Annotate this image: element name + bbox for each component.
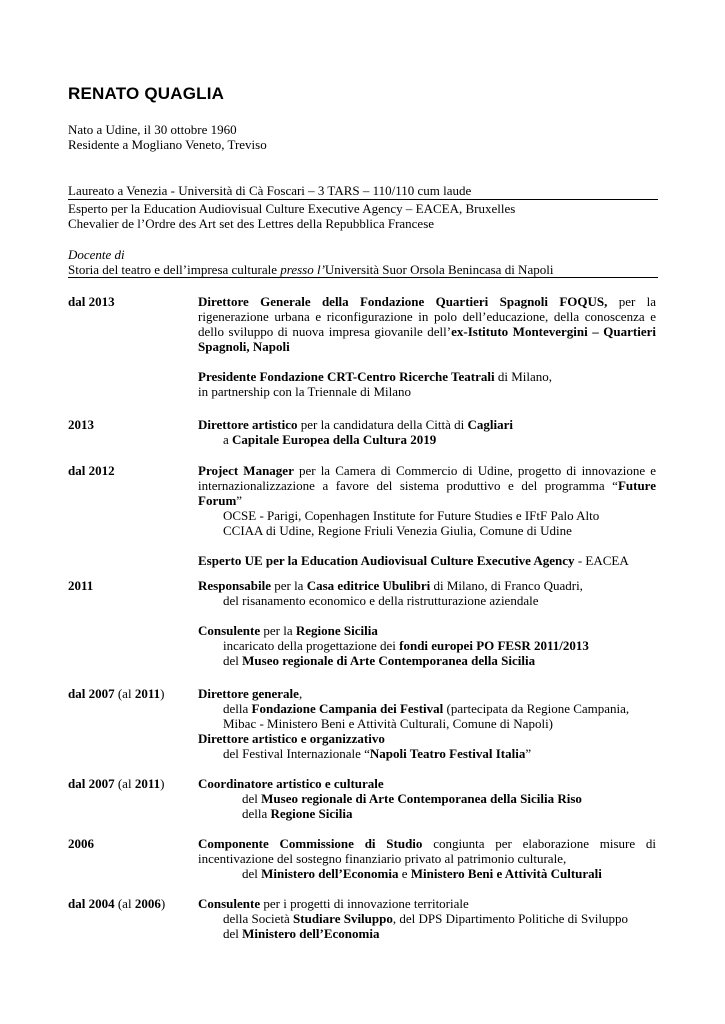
eacea-line: Esperto per la Education Audiovisual Culture Executive Agency – EACEA, Bruxelles [68, 201, 516, 216]
entry-description: Direttore generale, della Fondazione Campania dei Festival (partecipata da Regione Campania, Mibac - Ministero Beni e Attività Culturali, Comune di Napoli) Direttore artistico e organizzativo del Festival Internazionale “Napoli Teatro Festival Italia” [198, 686, 630, 761]
entry-date: dal 2007 (al 2011) [68, 686, 165, 701]
personal-info [68, 122, 658, 152]
entry-description: Componente Commissione di Studio congiunta per elaborazione misure di incentivazione del sostegno finanziario privato al patrimonio culturale, del Ministero dell’Economia e Ministero Beni e Attività Culturali [198, 836, 657, 881]
credentials-more [68, 201, 658, 231]
entry-date: 2013 [68, 417, 94, 432]
credentials-block [68, 183, 658, 198]
degree-line: Laureato a Venezia - Università di Cà Foscari – 3 TARS – 110/110 cum laude [68, 183, 472, 198]
divider [68, 199, 658, 200]
entry-description: Direttore Generale della Fondazione Quartieri Spagnoli FOQUS, per la rigenerazione urbana e riconfigurazione in polo dell’educazione, della conoscenza e dello sviluppo di nuova impresa giovanile dell’ex-Istituto Montevergini – Quartieri Spagnoli, Napoli Presidente Fondazione CRT-Centro Ricerche Teatrali di Milano, in partnership con la Triennale di Milano [198, 294, 656, 399]
teaching-course-line: Storia del teatro e dell’impresa culturale presso l’Università Suor Orsola Benincasa di Napoli [68, 262, 554, 277]
entry-date: 2006 [68, 836, 94, 851]
entry-description: Coordinatore artistico e culturale del Museo regionale di Arte Contemporanea della Sicilia Riso della Regione Sicilia [198, 776, 582, 821]
residence-line: Residente a Mogliano Veneto, Treviso [68, 137, 267, 152]
entry-description: Direttore artistico per la candidatura della Città di Cagliari a Capitale Europea della Cultura 2019 [198, 417, 514, 447]
cv-name-heading: RENATO QUAGLIA [68, 84, 225, 103]
entry-description: Responsabile per la Casa editrice Ubulibri di Milano, di Franco Quadri, del risanamento economico e della ristrutturazione aziendale Consulente per la Regione Sicilia incaricato della progettazione dei fondi europei PO FESR 2011/2013 del Museo regionale di Arte Contemporanea della Sicilia [198, 578, 589, 668]
divider [68, 277, 658, 278]
entry-date: 2011 [68, 578, 94, 593]
entry-date: dal 2007 (al 2011) [68, 776, 165, 791]
teaching-block [68, 247, 658, 277]
entry-description: Project Manager per la Camera di Commercio di Udine, progetto di innovazione e internazionalizzazione a favore del sistema produttivo e del programma “Future Forum” OCSE - Parigi, Copenhagen Institute for Future Studies e IFtF Palo Alto CCIAA di Udine, Regione Friuli Venezia Giulia, Comune di Udine Esperto UE per la Education Audiovisual Culture Executive Agency - EACEA [198, 463, 656, 568]
birth-line: Nato a Udine, il 30 ottobre 1960 [68, 122, 237, 137]
entry-date: dal 2012 [68, 463, 115, 478]
chevalier-line: Chevalier de l’Ordre des Art set des Lettres della Repubblica Francese [68, 216, 435, 231]
entry-description: Consulente per i progetti di innovazione territoriale della Società Studiare Sviluppo, del DPS Dipartimento Politiche di Sviluppo del Ministero dell’Economia [198, 896, 628, 941]
entry-date: dal 2004 (al 2006) [68, 896, 166, 911]
teaching-label: Docente di [68, 247, 125, 262]
entry-date: dal 2013 [68, 294, 115, 309]
